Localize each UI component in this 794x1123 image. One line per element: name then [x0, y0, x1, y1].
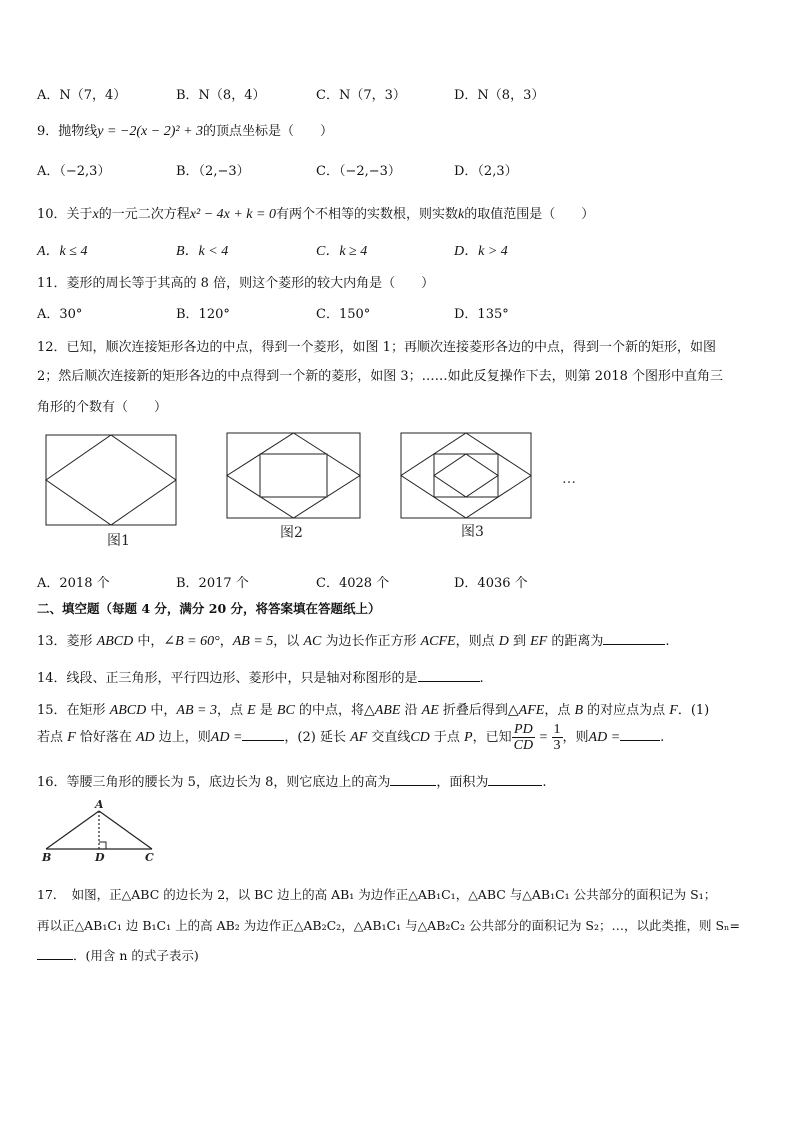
q15-text: 的中点，将	[294, 703, 364, 718]
q15-text: 于点	[429, 730, 465, 745]
q15-tri-abe: △ABE	[363, 703, 401, 718]
q15-text: 若点	[37, 730, 68, 745]
q15-text: 恰好落在	[75, 730, 136, 745]
q10-option-b: B．k < 4	[176, 244, 229, 259]
q12-option-c: C．4028 个	[316, 576, 390, 591]
fig3-inner-rhombus	[434, 454, 498, 497]
fig3-label: 图3	[461, 524, 484, 540]
q14-end: .	[479, 671, 484, 686]
q9-option-d: D．（2,3）	[454, 164, 518, 179]
q15-text: 15．在矩形	[37, 703, 110, 718]
q15-fraction-one-third	[552, 722, 563, 753]
q13-text: 到	[508, 634, 531, 649]
q15-cd: CD	[410, 730, 430, 745]
q15-b: B	[574, 703, 584, 718]
q15-text: ，已知	[472, 730, 512, 745]
q15-text: ．(1)	[677, 703, 710, 718]
q15-e: E	[247, 703, 256, 718]
q15-equals: =	[535, 730, 552, 745]
q15-fraction-pd-cd	[512, 722, 535, 753]
question-10	[37, 203, 594, 223]
fig1-rhombus	[46, 435, 176, 525]
q9-formula: y = −2(x − 2)² + 3	[97, 124, 204, 139]
q12-figures	[0, 425, 794, 555]
q15-ae: AE	[421, 703, 439, 718]
q8-option-b: B．N（8，4）	[176, 88, 266, 103]
q15-text: ，点	[216, 703, 248, 718]
q16-answer-blank-1[interactable]	[390, 773, 436, 786]
q13-text: 中，	[133, 634, 164, 649]
fig-ellipsis: …	[562, 471, 576, 487]
fig3-inner-rectangle	[434, 454, 498, 497]
q13-acfe: ACFE	[420, 634, 456, 649]
q13-text: ，则点	[455, 634, 499, 649]
fig3-rhombus	[401, 433, 531, 518]
frac-numerator: 1	[553, 722, 561, 737]
q15-p: P	[464, 730, 473, 745]
q15-ad-eq: AD =	[210, 730, 243, 745]
frac-denominator: CD	[513, 738, 534, 753]
q15-text: 折叠后得到	[438, 703, 508, 718]
q10-p1: 10．关于	[37, 207, 93, 222]
q13-text: ，	[219, 634, 233, 649]
q17-answer-blank[interactable]	[37, 947, 73, 960]
q10-var-x: x	[92, 207, 99, 222]
question-11: 11．菱形的周长等于其高的 8 倍，则这个菱形的较大内角是（ ）	[37, 276, 435, 291]
q16-text: 16．等腰三角形的腰长为 5，底边长为 8，则它底边上的高为	[37, 775, 391, 790]
q16-text: ，面积为	[436, 775, 489, 790]
q16-end: .	[542, 775, 547, 790]
q13-abcd: ABCD	[96, 634, 134, 649]
q8-option-d: D．N（8，3）	[454, 88, 545, 103]
q11-option-b: B．120°	[176, 307, 230, 322]
q13-answer-blank[interactable]	[603, 632, 665, 645]
q16-answer-blank-2[interactable]	[488, 773, 542, 786]
q13-text: ，以	[273, 634, 304, 649]
q8-option-c: C．N（7，3）	[316, 88, 406, 103]
q16-triangle-figure	[0, 795, 200, 865]
q13-ef: EF	[530, 634, 548, 649]
q15-text: 是	[255, 703, 277, 718]
q12-line-2: 2；然后顺次连接新的矩形各边的中点得到一个新的菱形，如图 3；……如此反复操作下去，则第 2018 个图形中直角三	[37, 369, 724, 384]
q13-text: 13．菱形	[37, 634, 97, 649]
q15-text: 中，	[146, 703, 177, 718]
q10-option-c: C．k ≥ 4	[316, 244, 368, 259]
fig2-rhombus	[227, 433, 360, 518]
fig1-label: 图1	[107, 533, 130, 549]
q15-bc: BC	[276, 703, 295, 718]
q14-text: 14．线段、正三角形，平行四边形、菱形中，只是轴对称图形的是	[37, 671, 418, 686]
q13-end: .	[665, 634, 670, 649]
q12-option-b: B．2017 个	[176, 576, 249, 591]
q15-text: ，则	[562, 730, 589, 745]
q15-text: 沿	[400, 703, 422, 718]
q8-option-a: A．N（7，4）	[37, 88, 127, 103]
q17-line-1: 17． 如图，正△ABC 的边长为 2，以 BC 边上的高 AB₁ 为边作正△AB₁C₁，△ABC 与△AB₁C₁ 公共部分的面积记为 S₁；	[37, 887, 717, 902]
label-b: B	[42, 851, 52, 864]
q12-option-d: D．4036 个	[454, 576, 528, 591]
question-17-line-3	[37, 946, 199, 964]
label-c: C	[145, 851, 154, 864]
q9-option-b: B．（2,−3）	[176, 164, 250, 179]
q15-answer-blank-2[interactable]	[620, 728, 660, 741]
label-d: D	[95, 851, 105, 864]
q15-text: 的对应点为点	[583, 703, 670, 718]
q15-tri-afe: △AFE	[507, 703, 545, 718]
q15-f: F	[669, 703, 678, 718]
q15-ab: AB = 3	[176, 703, 217, 718]
q17-line-3-text: ．(用含 n 的式子表示)	[73, 948, 199, 963]
q15-answer-blank-1[interactable]	[242, 728, 284, 741]
question-14	[37, 667, 484, 686]
q12-line-1: 12．已知，顺次连接矩形各边的中点，得到一个菱形，如图 1；再顺次连接菱形各边的中点，得到一个新的矩形，如图	[37, 340, 716, 355]
fig1-rectangle	[46, 435, 176, 525]
q15-abcd: ABCD	[109, 703, 147, 718]
q12-line-3: 角形的个数有（ ）	[37, 400, 168, 415]
q11-option-a: A．30°	[37, 307, 83, 322]
question-13	[37, 630, 670, 650]
q9-lead: 9．抛物线	[37, 124, 98, 139]
question-9	[37, 120, 333, 140]
fig2-outer-rectangle	[227, 433, 360, 518]
q15-text: ，点	[544, 703, 575, 718]
fig2-label: 图2	[280, 525, 303, 541]
q10-option-d: D．k > 4	[454, 244, 508, 259]
label-a: A	[95, 798, 104, 811]
question-15-line-1	[37, 699, 709, 719]
q10-equation: x² − 4x + k = 0	[189, 207, 276, 222]
q15-ad-eq: AD =	[588, 730, 621, 745]
question-15-line-2	[37, 722, 664, 753]
q13-ab: AB = 5	[232, 634, 274, 649]
q10-p4: 的取值范围是（ ）	[464, 207, 595, 222]
q13-ac: AC	[303, 634, 322, 649]
q15-text: 交直线	[367, 730, 411, 745]
q9-option-a: A．（−2,3）	[37, 164, 111, 179]
q10-p3: 有两个不相等的实数根，则实数	[275, 207, 458, 222]
q10-var-k: k	[457, 207, 465, 222]
q17-line-2: 再以正△AB₁C₁ 边 B₁C₁ 上的高 AB₂ 为边作正△AB₂C₂，△AB₁C₁ 与△AB₂C₂ 公共部分的面积记为 S₂；…，以此类推，则 Sₙ=	[37, 918, 740, 933]
q9-option-c: C．（−2,−3）	[316, 164, 401, 179]
q13-text: 的距离为	[547, 634, 604, 649]
q11-option-d: D．135°	[454, 307, 509, 322]
q14-answer-blank[interactable]	[418, 669, 480, 682]
q13-text: 为边长作正方形	[321, 634, 421, 649]
q12-option-a: A．2018 个	[37, 576, 110, 591]
q13-angle: ∠B = 60°	[163, 634, 220, 649]
q15-f: F	[67, 730, 76, 745]
q15-text: 边上，则	[154, 730, 211, 745]
q15-ad: AD	[135, 730, 155, 745]
fig2-inner-rectangle	[260, 454, 327, 497]
q10-p2: 的一元二次方程	[98, 207, 190, 222]
section-2-heading: 二、填空题（每题 4 分，满分 20 分，将答案填在答题纸上）	[37, 601, 381, 616]
frac-denominator: 3	[553, 738, 561, 753]
q11-option-c: C．150°	[316, 307, 371, 322]
fig3-outer-rectangle	[401, 433, 531, 518]
question-16	[37, 771, 547, 790]
q9-tail: 的顶点坐标是（ ）	[203, 124, 334, 139]
frac-numerator: PD	[512, 722, 535, 738]
q15-end: .	[660, 730, 665, 745]
q13-d: D	[498, 634, 509, 649]
q15-text: ，(2) 延长	[284, 730, 351, 745]
q15-af: AF	[350, 730, 368, 745]
q10-option-a: A．k ≤ 4	[37, 244, 88, 259]
